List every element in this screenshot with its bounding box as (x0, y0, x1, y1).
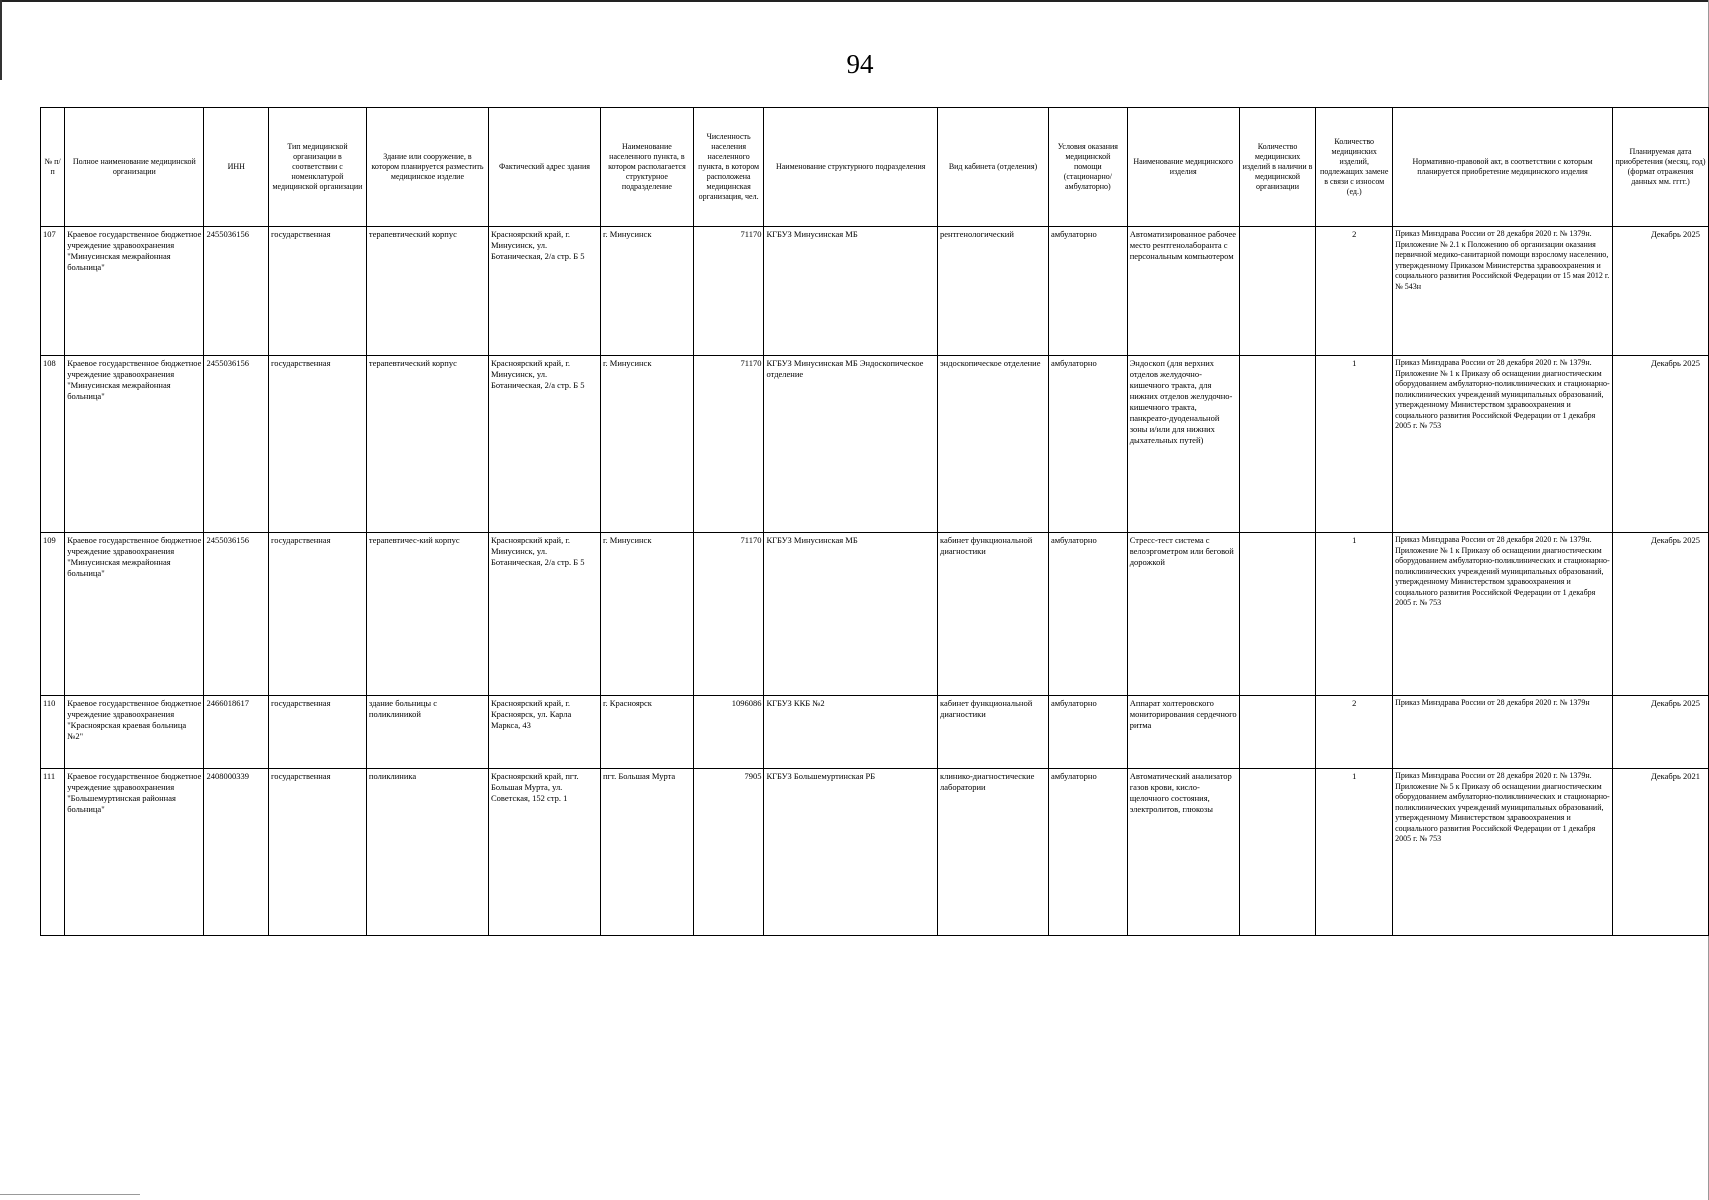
cell-address: Красноярский край, г. Красноярск, ул. Карла Маркса, 43 (489, 696, 601, 769)
cell-normative: Приказ Минздрава России от 28 декабря 2020 г. № 1379н. Приложение № 5 к Приказу об оснащении диагностическим оборудованием амбулаторно-поликлинических и стационарно-поликлинических учреждений муниципальных образований, утвержденному Министерством здравоохранения и социального развития Российской Федерации от 1 декабря 2005 г. № 753 (1393, 769, 1613, 936)
cell-settlement: г. Минусинск (601, 356, 694, 533)
header-device: Наименование медицинского изделия (1127, 108, 1239, 227)
cell-subdivision: КГБУЗ Минусинская МБ Эндоскопическое отделение (764, 356, 938, 533)
page-bottom-mark (0, 1194, 140, 1195)
cell-org-type: государственная (269, 227, 367, 356)
cell-org-name: Краевое государственное бюджетное учреждение здравоохранения "Минусинская межрайонная больница" (65, 533, 204, 696)
table-header-row (41, 108, 1709, 227)
cell-population: 7905 (693, 769, 764, 936)
cell-building: терапевтический корпус (366, 227, 488, 356)
cell-qty-available (1239, 356, 1316, 533)
cell-org-name: Краевое государственное бюджетное учреждение здравоохранения "Минусинская межрайонная больница" (65, 356, 204, 533)
header-settlement: Наименование населенного пункта, в котором располагается структурное подразделение (601, 108, 694, 227)
cell-org-type: государственная (269, 533, 367, 696)
cell-inn: 2408000339 (204, 769, 269, 936)
cell-inn: 2455036156 (204, 533, 269, 696)
equipment-table (40, 107, 1709, 936)
cell-planned-date: Декабрь 2025 (1613, 356, 1709, 533)
cell-org-name: Краевое государственное бюджетное учреждение здравоохранения "Красноярская краевая больница №2" (65, 696, 204, 769)
header-num: № п/п (41, 108, 65, 227)
cell-care-conditions: амбулаторно (1048, 533, 1127, 696)
header-normative: Нормативно-правовой акт, в соответствии с которым планируется приобретение медицинского изделия (1393, 108, 1613, 227)
cell-qty-replace: 1 (1316, 769, 1393, 936)
cell-settlement: г. Минусинск (601, 533, 694, 696)
cell-org-type: государственная (269, 769, 367, 936)
cell-org-type: государственная (269, 696, 367, 769)
header-subdivision: Наименование структурного подразделения (764, 108, 938, 227)
cell-num: 108 (41, 356, 65, 533)
cell-care-conditions: амбулаторно (1048, 227, 1127, 356)
cell-qty-available (1239, 533, 1316, 696)
cell-normative: Приказ Минздрава России от 28 декабря 2020 г. № 1379н (1393, 696, 1613, 769)
cell-building: поликлиника (366, 769, 488, 936)
header-qty-available: Количество медицинских изделий в наличии в медицинской организации (1239, 108, 1316, 227)
header-inn: ИНН (204, 108, 269, 227)
cell-settlement: г. Минусинск (601, 227, 694, 356)
cell-device: Стресс-тест система с велоэргометром или беговой дорожкой (1127, 533, 1239, 696)
cell-settlement: пгт. Большая Мурта (601, 769, 694, 936)
cell-address: Красноярский край, г. Минусинск, ул. Ботаническая, 2/а стр. Б 5 (489, 356, 601, 533)
header-qty-replace: Количество медицинских изделий, подлежащих замене в связи с износом (ед.) (1316, 108, 1393, 227)
header-planned-date: Планируемая дата приобретения (месяц, год) (формат отражения данных мм. гггг.) (1613, 108, 1709, 227)
cell-cabinet: кабинет функциональной диагностики (938, 533, 1049, 696)
cell-device: Автоматический анализатор газов крови, кисло-щелочного состояния, электролитов, глюкозы (1127, 769, 1239, 936)
header-org-name: Полное наименование медицинской организации (65, 108, 204, 227)
cell-building: терапевтичес-кий корпус (366, 533, 488, 696)
cell-subdivision: КГБУЗ ККБ №2 (764, 696, 938, 769)
cell-normative: Приказ Минздрава России от 28 декабря 2020 г. № 1379н. Приложение № 1 к Приказу об оснащении диагностическим оборудованием амбулаторно-поликлинических и стационарно-поликлинических учреждений муниципальных образований, утвержденному Министерством здравоохранения и социального развития Российской Федерации от 1 декабря 2005 г. № 753 (1393, 356, 1613, 533)
cell-care-conditions: амбулаторно (1048, 696, 1127, 769)
table-row (41, 356, 1709, 533)
cell-qty-replace: 2 (1316, 696, 1393, 769)
cell-normative: Приказ Минздрава России от 28 декабря 2020 г. № 1379н. Приложение № 2.1 к Положению об организации оказания первичной медико-санитарной помощи взрослому населению, утвержденному Приказом Министерства здравоохранения и социального развития Российской Федерации от 15 мая 2012 г. № 543н (1393, 227, 1613, 356)
cell-cabinet: эндоскопическое отделение (938, 356, 1049, 533)
cell-cabinet: клинико-диагностические лаборатории (938, 769, 1049, 936)
table-row (41, 227, 1709, 356)
cell-subdivision: КГБУЗ Минусинская МБ (764, 227, 938, 356)
cell-care-conditions: амбулаторно (1048, 356, 1127, 533)
header-org-type: Тип медицинской организации в соответствии с номенклатурой медицинской организации (269, 108, 367, 227)
table-row (41, 696, 1709, 769)
cell-num: 109 (41, 533, 65, 696)
cell-qty-available (1239, 769, 1316, 936)
cell-qty-available (1239, 696, 1316, 769)
cell-building: терапевтический корпус (366, 356, 488, 533)
cell-device: Автоматизированное рабочее место рентгенолаборанта с персональным компьютером (1127, 227, 1239, 356)
page-top-border (0, 0, 1709, 2)
cell-address: Красноярский край, г. Минусинск, ул. Ботаническая, 2/а стр. Б 5 (489, 533, 601, 696)
cell-planned-date: Декабрь 2021 (1613, 769, 1709, 936)
cell-org-type: государственная (269, 356, 367, 533)
cell-population: 71170 (693, 533, 764, 696)
header-cabinet: Вид кабинета (отделения) (938, 108, 1049, 227)
cell-inn: 2455036156 (204, 356, 269, 533)
cell-population: 1096086 (693, 696, 764, 769)
cell-subdivision: КГБУЗ Минусинская МБ (764, 533, 938, 696)
cell-planned-date: Декабрь 2025 (1613, 533, 1709, 696)
cell-settlement: г. Красноярск (601, 696, 694, 769)
cell-population: 71170 (693, 227, 764, 356)
header-address: Фактический адрес здания (489, 108, 601, 227)
cell-population: 71170 (693, 356, 764, 533)
cell-subdivision: КГБУЗ Большемуртинская РБ (764, 769, 938, 936)
cell-num: 110 (41, 696, 65, 769)
cell-address: Красноярский край, пгт. Большая Мурта, ул. Советская, 152 стр. 1 (489, 769, 601, 936)
cell-org-name: Краевое государственное бюджетное учреждение здравоохранения "Минусинская межрайонная больница" (65, 227, 204, 356)
cell-normative: Приказ Минздрава России от 28 декабря 2020 г. № 1379н. Приложение № 1 к Приказу об оснащении диагностическим оборудованием амбулаторно-поликлинических и стационарно-поликлинических учреждений муниципальных образований, утвержденному Министерством здравоохранения и социального развития Российской Федерации от 1 декабря 2005 г. № 753 (1393, 533, 1613, 696)
header-care-conditions: Условия оказания медицинской помощи (стационарно/амбулаторно) (1048, 108, 1127, 227)
cell-cabinet: кабинет функциональной диагностики (938, 696, 1049, 769)
page-number: 94 (846, 49, 874, 79)
cell-num: 111 (41, 769, 65, 936)
cell-inn: 2466018617 (204, 696, 269, 769)
cell-address: Красноярский край, г. Минусинск, ул. Ботаническая, 2/а стр. Б 5 (489, 227, 601, 356)
cell-qty-replace: 2 (1316, 227, 1393, 356)
cell-qty-replace: 1 (1316, 356, 1393, 533)
cell-planned-date: Декабрь 2025 (1613, 227, 1709, 356)
cell-device: Эндоскоп (для верхних отделов желудочно-кишечного тракта, для нижних отделов желудочно-кишечного тракта, панкреато-дуоденальной зоны и/или для нижних дыхательных путей) (1127, 356, 1239, 533)
cell-cabinet: рентгенологический (938, 227, 1049, 356)
cell-care-conditions: амбулаторно (1048, 769, 1127, 936)
cell-org-name: Краевое государственное бюджетное учреждение здравоохранения "Большемуртинская районная больница" (65, 769, 204, 936)
cell-device: Аппарат холтеровского мониторирования сердечного ритма (1127, 696, 1239, 769)
table-row (41, 533, 1709, 696)
page-left-border (0, 0, 2, 80)
cell-num: 107 (41, 227, 65, 356)
cell-inn: 2455036156 (204, 227, 269, 356)
cell-planned-date: Декабрь 2025 (1613, 696, 1709, 769)
cell-building: здание больницы с поликлиникой (366, 696, 488, 769)
cell-qty-available (1239, 227, 1316, 356)
cell-qty-replace: 1 (1316, 533, 1393, 696)
header-building: Здание или сооружение, в котором планируется разместить медицинское изделие (366, 108, 488, 227)
table-row (41, 769, 1709, 936)
header-population: Численность населения населенного пункта, в котором расположена медицинская организация, чел. (693, 108, 764, 227)
